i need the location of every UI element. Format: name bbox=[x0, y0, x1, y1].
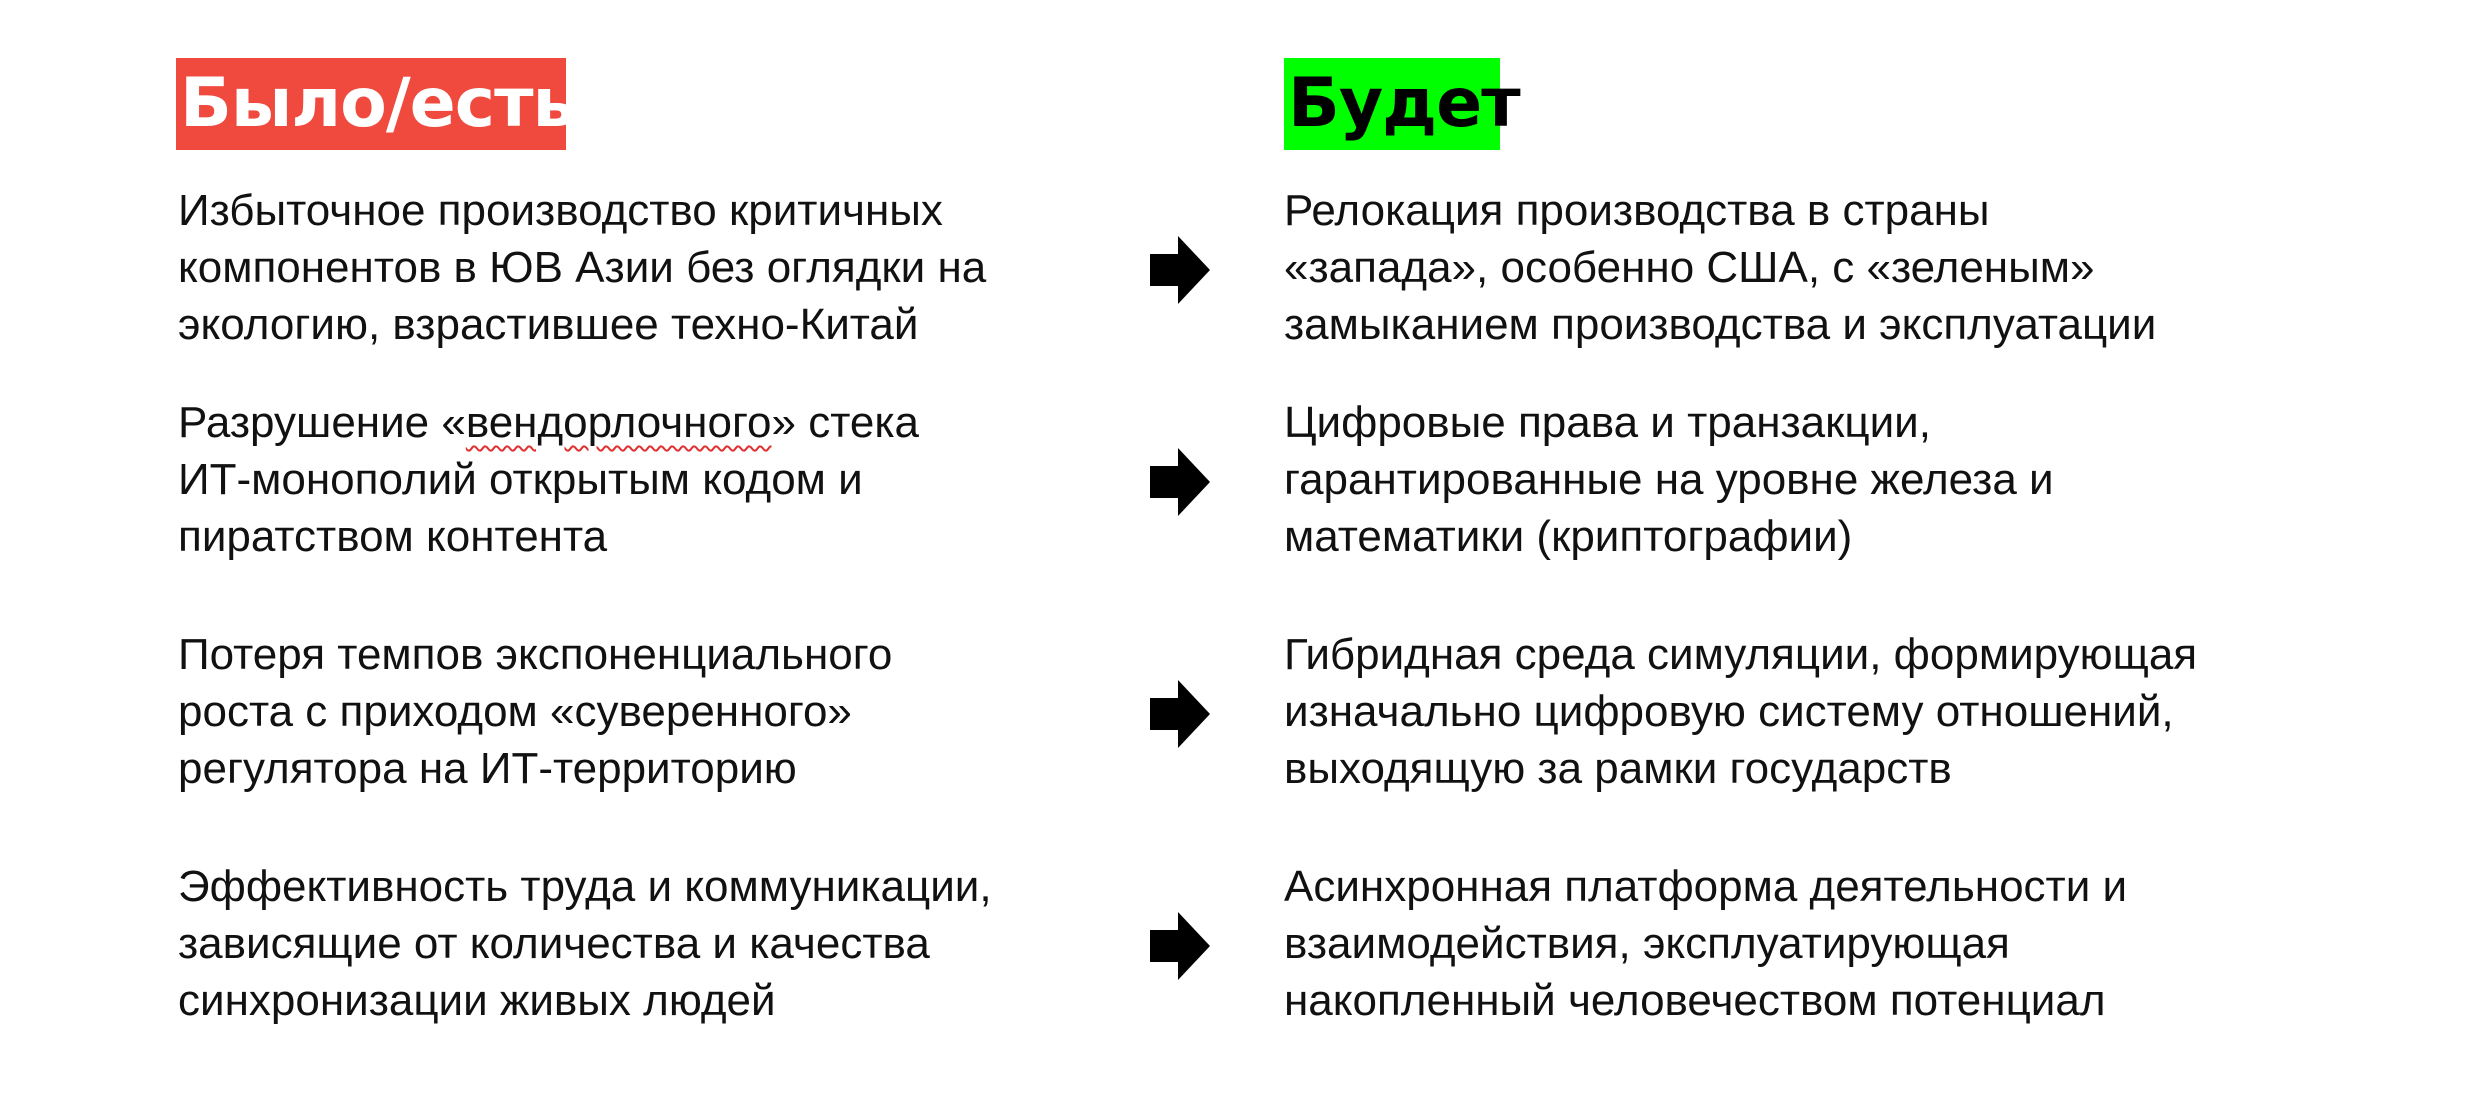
text-line: взаимодействия, эксплуатирующая bbox=[1284, 919, 2010, 968]
text-line: гарантированные на уровне железа и bbox=[1284, 455, 2054, 504]
text-line: ИТ-монополий открытым кодом и bbox=[178, 455, 863, 504]
row-1-will-text bbox=[1284, 182, 2156, 353]
text-line: синхронизации живых людей bbox=[178, 976, 776, 1025]
text-line: Избыточное производство критичных bbox=[178, 186, 943, 235]
text-line: Гибридная среда симуляции, формирующая bbox=[1284, 630, 2198, 679]
heading-will: Будет bbox=[1284, 58, 1500, 150]
text-line bbox=[178, 394, 919, 451]
text-fragment: » стека bbox=[771, 398, 920, 447]
arrow-right-icon bbox=[1150, 448, 1210, 516]
arrow-right-icon bbox=[1150, 680, 1210, 748]
text-line: математики (криптографии) bbox=[1284, 512, 1853, 561]
arrow-right-icon bbox=[1150, 912, 1210, 980]
text-line: Потеря темпов экспоненциального bbox=[178, 630, 893, 679]
row-1-was-text bbox=[178, 182, 986, 353]
text-line: Релокация производства в страны bbox=[1284, 186, 1990, 235]
spellcheck-marked-word: вендорлочного bbox=[465, 398, 772, 447]
arrow-right-icon bbox=[1150, 236, 1210, 304]
text-line: «запада», особенно США, с «зеленым» bbox=[1284, 243, 2095, 292]
row-3-was-text bbox=[178, 626, 892, 797]
row-3-will-text bbox=[1284, 626, 2197, 797]
text-line: зависящие от количества и качества bbox=[178, 919, 930, 968]
text-line: выходящую за рамки государств bbox=[1284, 744, 1952, 793]
row-4-was-text bbox=[178, 858, 992, 1029]
text-line: экологию, взрастившее техно-Китай bbox=[178, 300, 919, 349]
row-2-was-text bbox=[178, 394, 919, 565]
text-line: накопленный человечеством потенциал bbox=[1284, 976, 2106, 1025]
text-line: пиратством контента bbox=[178, 512, 608, 561]
text-line: регулятора на ИТ-территорию bbox=[178, 744, 797, 793]
row-4-will-text bbox=[1284, 858, 2127, 1029]
text-line: роста с приходом «суверенного» bbox=[178, 687, 852, 736]
text-fragment: Разрушение « bbox=[178, 398, 466, 447]
row-2-will-text bbox=[1284, 394, 2054, 565]
text-line: Эффективность труда и коммуникации, bbox=[178, 862, 992, 911]
heading-was: Было/есть bbox=[176, 58, 566, 150]
text-line: Асинхронная платформа деятельности и bbox=[1284, 862, 2128, 911]
text-line: компонентов в ЮВ Азии без оглядки на bbox=[178, 243, 987, 292]
text-line: изначально цифровую систему отношений, bbox=[1284, 687, 2174, 736]
text-line: замыканием производства и эксплуатации bbox=[1284, 300, 2157, 349]
text-line: Цифровые права и транзакции, bbox=[1284, 398, 1931, 447]
